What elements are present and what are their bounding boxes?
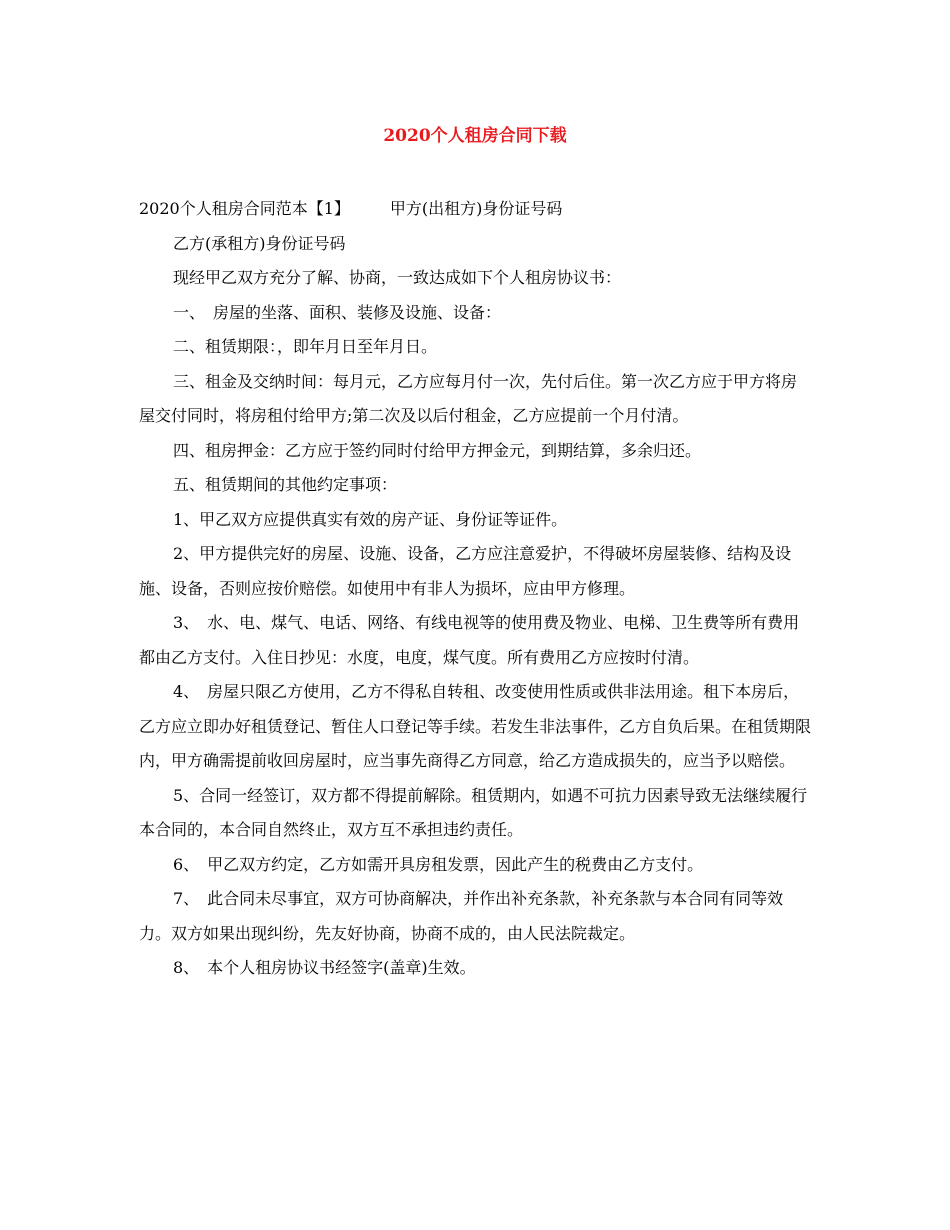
document-body (139, 192, 811, 986)
paragraph: 3、 水、电、煤气、电话、网络、有线电视等的使用费及物业、电梯、卫生费等所有费用都由乙方支付。入住日抄见：水度，电度，煤气度。所有费用乙方应按时付清。 (139, 613, 800, 667)
paragraph: 二、租赁期限：，即年月日至年月日。 (173, 337, 438, 356)
paragraph: 五、租赁期间的其他约定事项： (173, 475, 398, 494)
paragraph: 5、合同一经签订，双方都不得提前解除。租赁期内，如遇不可抗力因素导致无法继续履行本合同的，本合同自然终止，双方互不承担违约责任。 (139, 785, 808, 839)
paragraph: 乙方(承租方)身份证号码 (173, 233, 346, 253)
paragraph: 6、 甲乙双方约定，乙方如需开具房租发票，因此产生的税费由乙方支付。 (173, 854, 704, 874)
paragraph: 一、 房屋的坐落、面积、装修及设施、设备： (173, 302, 502, 322)
document-title: 2020个人租房合同下载 (383, 126, 567, 146)
paragraph: 4、 房屋只限乙方使用，乙方不得私自转租、改变使用性质或供非法用途。租下本房后，乙方应立即办好租赁登记、暂住人口登记等手续。若发生非法事件，乙方自负后果。在租赁期限内，甲方确需提前收回房屋时，应当事先商得乙方同意，给乙方造成损失的，应当予以赔偿。 (139, 682, 812, 770)
paragraph: 现经甲乙双方充分了解、协商，一致达成如下个人租房协议书： (173, 268, 622, 287)
paragraph: 2020个人租房合同范本【1】 甲方(出租方)身份证号码 (139, 199, 563, 218)
paragraph: 7、 此合同未尽事宜，双方可协商解决，并作出补充条款，补充条款与本合同有同等效力。双方如果出现纠纷，先友好协商，协商不成的，由人民法院裁定。 (139, 889, 784, 943)
paragraph: 三、租金及交纳时间：每月元，乙方应每月付一次，先付后住。第一次乙方应于甲方将房屋交付同时，将房租付给甲方;第二次及以后付租金，乙方应提前一个月付清。 (139, 371, 798, 425)
paragraph: 8、 本个人租房协议书经签字(盖章)生效。 (173, 958, 476, 977)
paragraph: 1、甲乙双方应提供真实有效的房产证、身份证等证件。 (173, 509, 568, 529)
paragraph: 2、甲方提供完好的房屋、设施、设备，乙方应注意爱护，不得破坏房屋装修、结构及设施、设备，否则应按价赔偿。如使用中有非人为损坏，应由甲方修理。 (139, 544, 792, 598)
paragraph: 四、租房押金：乙方应于签约同时付给甲方押金元，到期结算，多余归还。 (173, 440, 702, 460)
